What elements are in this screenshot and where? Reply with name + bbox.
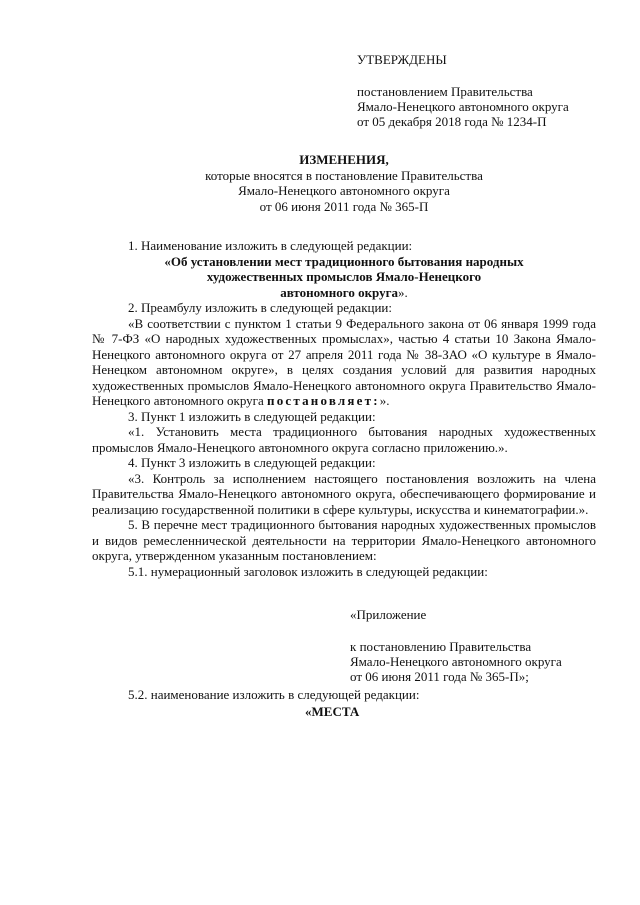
item-2-decree-word: постановляет: [267, 393, 380, 408]
item-1-title-line-1: «Об установлении мест традиционного бытования народных [164, 253, 524, 269]
item-1-title-line-2: художественных промыслов Ямало-Ненецкого [206, 269, 482, 284]
item-2-text [92, 316, 596, 409]
places-heading: «МЕСТА [305, 704, 360, 719]
item-2-preamble: «В соответствии с пунктом 1 статьи 9 Федерального закона от 06 января 1999 года № 7-ФЗ «О народных художественных промыслах», частью 4 статьи 10 Закона Ямало-Ненецкого автономного округа от 27 апреля 2011 года № 38-ЗАО «О культуре в Ямало-Ненецком автономном округе», в целях создания условий для развития народных художественных промыслов Ямало-Ненецкого автономного округа Правительство Ямало-Ненецкого автономного округа [92, 315, 596, 408]
heading-title: ИЗМЕНЕНИЯ, [299, 152, 389, 167]
appendix-label: «Приложение [350, 607, 427, 622]
item-1-title-close: ». [398, 284, 408, 300]
approval-line-1: постановлением Правительства [357, 84, 533, 99]
item-1-title-line-3 [92, 285, 596, 301]
appendix-line-1: к постановлению Правительства [350, 639, 532, 654]
item-5-2: 5.2. наименование изложить в следующей редакции: [128, 687, 420, 702]
approval-line-2: Ямало-Ненецкого автономного округа [357, 99, 569, 114]
item-3-text: «1. Установить места традиционного бытования народных художественных промыслов Ямало-Ненецкого автономного округа согласно приложению.». [92, 424, 596, 455]
item-2-close: ». [379, 393, 390, 408]
approval-line-3: от 05 декабря 2018 года № 1234-П [357, 114, 547, 129]
item-1-title-bold-end: автономного округа [280, 284, 399, 300]
approval-title: УТВЕРЖДЕНЫ [357, 52, 447, 67]
appendix-line-3: от 06 июня 2011 года № 365-П»; [350, 669, 529, 684]
document-heading [92, 152, 596, 214]
heading-sub-1: которые вносятся в постановление Правительства [205, 167, 483, 183]
heading-sub-3: от 06 июня 2011 года № 365-П [259, 198, 429, 214]
item-3: 3. Пункт 1 изложить в следующей редакции: [128, 408, 376, 424]
heading-sub-2: Ямало-Ненецкого автономного округа [238, 183, 450, 198]
item-4-text: «3. Контроль за исполнением настоящего постановления возложить на члена Правительства Ямало-Ненецкого автономного округа, обеспечивающего формирование и реализацию государственной политики в сфере культуры, искусства и кинематографии.». [92, 470, 596, 517]
item-2: 2. Преамбулу изложить в следующей редакции: [128, 300, 392, 315]
document-body [92, 238, 596, 579]
item-5: 5. В перечне мест традиционного бытования народных художественных промыслов и видов ремесленнической деятельности на территории Ямало-Ненецкого автономного округа, утвержденном указанным постановлением: [92, 517, 596, 563]
item-4: 4. Пункт 3 изложить в следующей редакции: [128, 455, 376, 470]
item-5-1: 5.1. нумерационный заголовок изложить в следующей редакции: [128, 563, 488, 579]
item-1: 1. Наименование изложить в следующей редакции: [128, 238, 413, 253]
appendix-line-2: Ямало-Ненецкого автономного округа [350, 654, 562, 669]
